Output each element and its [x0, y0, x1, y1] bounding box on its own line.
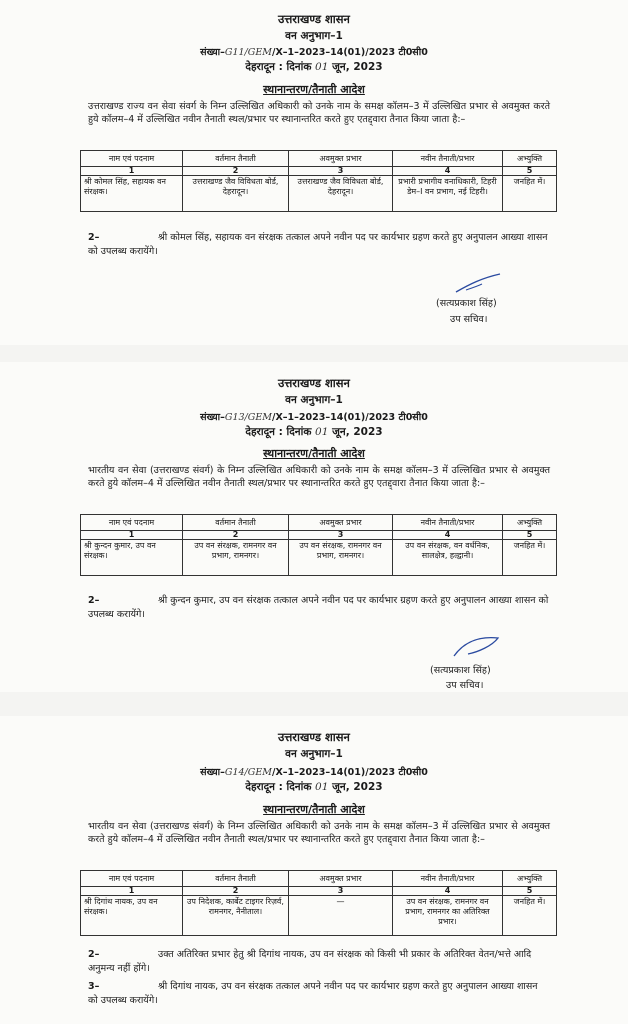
paragraph-label: 3–	[88, 981, 100, 992]
order-intro: उत्तराखण्ड राज्य वन सेवा संवर्ग के निम्न उल्लिखित अधिकारी को उनके नाम के समक्ष कॉलम–3 में उल्लिखित प्रभार से अवमुक्त करते हुये कॉलम–4 में उल्लिखित नवीन तैनाती स्थल/प्रभार पर स्थानान्तरित करते हुए एतद्द्वारा तैनात किया जाता है:–	[88, 101, 550, 125]
government-header: उत्तराखण्ड शासन	[278, 376, 350, 390]
signatory-name: (सत्यप्रकाश सिंह)	[436, 298, 497, 309]
paragraph-text: श्री कुन्दन कुमार, उप वन संरक्षक तत्काल अपने नवीन पद पर कार्यभार ग्रहण करते हुए अनुपालन आख्या शासन को उपलब्ध करायेंगे।	[88, 595, 549, 620]
column-number: 5	[503, 887, 557, 896]
remarks: जनहित में।	[503, 540, 557, 576]
column-number: 1	[81, 531, 183, 540]
column-number: 5	[503, 531, 557, 540]
transfer-order-2	[0, 362, 628, 692]
column-number: 5	[503, 167, 557, 176]
remarks: जनहित में।	[503, 176, 557, 212]
current-posting: उप निदेशक, कार्बेट टाइगर रिज़र्व, रामनगर, नैनीताल।	[183, 896, 289, 936]
column-number: 1	[81, 167, 183, 176]
government-header: उत्तराखण्ड शासन	[278, 12, 350, 26]
order-date-handwritten: 01	[315, 61, 329, 73]
column-header: अवमुक्त प्रभार	[289, 871, 393, 887]
remarks: जनहित में।	[503, 896, 557, 936]
transfer-table	[80, 870, 557, 936]
signatory-designation: उप सचिव।	[446, 680, 484, 691]
new-posting: प्रभारी प्रभागीय वनाधिकारी, टिहरी डेम–I वन प्रभाग, नई टिहरी।	[393, 176, 503, 212]
column-number: 3	[289, 531, 393, 540]
column-header: नवीन तैनाती/प्रभार	[393, 515, 503, 531]
order-number: संख्या–G14/GEM/X–1–2023–14(01)/2023 टी0सी0	[200, 767, 428, 778]
transfer-table	[80, 150, 557, 212]
paragraph-2	[88, 231, 550, 259]
column-number: 3	[289, 167, 393, 176]
signature-mark	[448, 632, 504, 662]
order-date: देहरादून : दिनांक 01 जून, 2023	[245, 781, 383, 793]
relieved-charge: —	[289, 896, 393, 936]
column-header: अवमुक्त प्रभार	[289, 515, 393, 531]
paragraph-2	[88, 594, 550, 622]
order-title: स्थानान्तरण/तैनाती आदेश	[263, 83, 365, 96]
order-number-handwritten: G13/GEM	[224, 412, 273, 423]
order-number-handwritten: G14/GEM	[224, 767, 273, 778]
paragraph-label: 2–	[88, 232, 100, 243]
officer-name: श्री दिगांथ नायक, उप वन संरक्षक।	[81, 896, 183, 936]
order-intro: भारतीय वन सेवा (उत्तराखण्ड संवर्ग) के निम्न उल्लिखित अधिकारी को उनके नाम के समक्ष कॉलम–3 में उल्लिखित प्रभार से अवमुक्त करते हुये कॉलम–4 में उल्लिखित नवीन तैनाती स्थल/प्रभार पर स्थानान्तरित करते हुए एतद्द्वारा तैनात किया जाता है:–	[88, 821, 550, 845]
new-posting: उप वन संरक्षक, वन वर्धनिक, सालक्षेत्र, हल्द्वानी।	[393, 540, 503, 576]
signatory-name: (सत्यप्रकाश सिंह)	[430, 665, 491, 676]
order-number: संख्या–G13/GEM/X–1–2023–14(01)/2023 टी0सी0	[200, 412, 428, 423]
order-date: देहरादून : दिनांक 01 जून, 2023	[245, 426, 383, 438]
relieved-charge: उप वन संरक्षक, रामनगर वन प्रभाग, रामनगर।	[289, 540, 393, 576]
order-date: देहरादून : दिनांक 01 जून, 2023	[245, 61, 383, 73]
new-posting: उप वन संरक्षक, रामनगर वन प्रभाग, रामनगर का अतिरिक्त प्रभार।	[393, 896, 503, 936]
signatory-designation: उप सचिव।	[450, 314, 488, 325]
order-intro: भारतीय वन सेवा (उत्तराखण्ड संवर्ग) के निम्न उल्लिखित अधिकारी को उनके नाम के समक्ष कॉलम–3 में उल्लिखित प्रभार से अवमुक्त करते हुये कॉलम–4 में उल्लिखित नवीन तैनाती स्थल/प्रभार पर स्थानान्तरित करते हुए एतद्द्वारा तैनात किया जाता है:–	[88, 465, 550, 489]
transfer-order-1	[0, 0, 628, 345]
column-header: नाम एवं पदनाम	[81, 515, 183, 531]
paragraph-2	[88, 948, 550, 976]
column-number: 1	[81, 887, 183, 896]
government-header: उत्तराखण्ड शासन	[278, 730, 350, 744]
current-posting: उप वन संरक्षक, रामनगर वन प्रभाग, रामनगर।	[183, 540, 289, 576]
paragraph-text: उक्त अतिरिक्त प्रभार हेतु श्री दिगांथ नायक, उप वन संरक्षक को किसी भी प्रकार के अतिरिक्त वेतन/भत्ते आदि अनुमन्य नहीं होंगे।	[88, 949, 532, 974]
column-number: 3	[289, 887, 393, 896]
relieved-charge: उत्तराखण्ड जैव विविधता बोर्ड, देहरादून।	[289, 176, 393, 212]
column-header: वर्तमान तैनाती	[183, 871, 289, 887]
order-title: स्थानान्तरण/तैनाती आदेश	[263, 803, 365, 816]
column-number: 2	[183, 887, 289, 896]
column-header: नाम एवं पदनाम	[81, 151, 183, 167]
section-name: वन अनुभाग–1	[285, 30, 343, 42]
column-header: वर्तमान तैनाती	[183, 515, 289, 531]
column-header: अभ्युक्ति	[503, 515, 557, 531]
paragraph-label: 2–	[88, 949, 100, 960]
column-header: नवीन तैनाती/प्रभार	[393, 151, 503, 167]
order-title: स्थानान्तरण/तैनाती आदेश	[263, 447, 365, 460]
signature-mark	[452, 270, 504, 296]
column-number: 4	[393, 531, 503, 540]
paragraph-text: श्री दिगांथ नायक, उप वन संरक्षक तत्काल अपने नवीन पद पर कार्यभार ग्रहण करते हुए अनुपालन आख्या शासन को उपलब्ध करायेंगे।	[88, 981, 538, 1006]
column-header: वर्तमान तैनाती	[183, 151, 289, 167]
officer-name: श्री कुन्दन कुमार, उप वन संरक्षक।	[81, 540, 183, 576]
column-header: अवमुक्त प्रभार	[289, 151, 393, 167]
column-number: 2	[183, 167, 289, 176]
column-header: नाम एवं पदनाम	[81, 871, 183, 887]
officer-name: श्री कोमल सिंह, सहायक वन संरक्षक।	[81, 176, 183, 212]
section-name: वन अनुभाग–1	[285, 394, 343, 406]
column-number: 4	[393, 887, 503, 896]
order-number: संख्या–G11/GEM/X–1–2023–14(01)/2023 टी0सी0	[200, 47, 428, 58]
column-header: अभ्युक्ति	[503, 871, 557, 887]
paragraph-text: श्री कोमल सिंह, सहायक वन संरक्षक तत्काल अपने नवीन पद पर कार्यभार ग्रहण करते हुए अनुपालन आख्या शासन को उपलब्ध करायेंगे।	[88, 232, 548, 257]
order-date-handwritten: 01	[315, 781, 329, 793]
transfer-table	[80, 514, 557, 576]
order-date-handwritten: 01	[315, 426, 329, 438]
paragraph-3	[88, 980, 550, 1008]
column-header: अभ्युक्ति	[503, 151, 557, 167]
paragraph-label: 2–	[88, 595, 100, 606]
transfer-order-3	[0, 716, 628, 1024]
column-header: नवीन तैनाती/प्रभार	[393, 871, 503, 887]
column-number: 4	[393, 167, 503, 176]
current-posting: उत्तराखण्ड जैव विविधता बोर्ड, देहरादून।	[183, 176, 289, 212]
order-number-handwritten: G11/GEM	[224, 47, 273, 58]
section-name: वन अनुभाग–1	[285, 748, 343, 760]
column-number: 2	[183, 531, 289, 540]
